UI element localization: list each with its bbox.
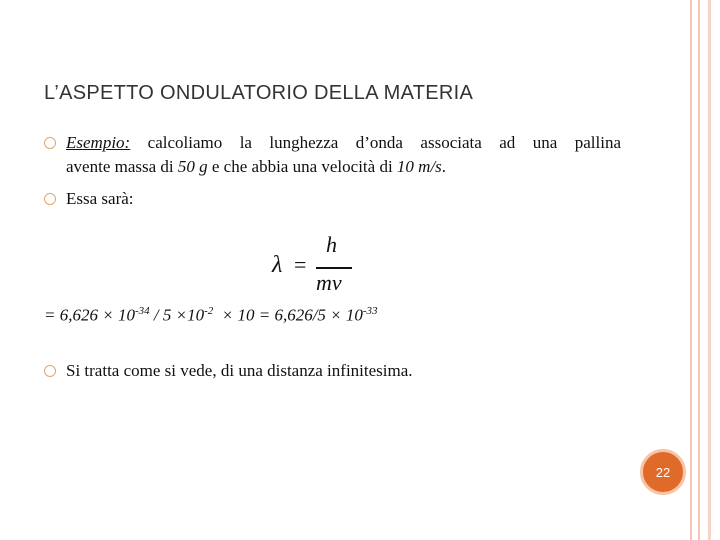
bullet-result-intro: Essa sarà: [66, 189, 134, 208]
example-line2-mid: e che abbia una velocità di [207, 157, 397, 176]
calculation-line [44, 305, 378, 326]
formula-numerator: h [326, 232, 337, 257]
bullet-circle-icon [44, 365, 56, 377]
calc-part1: = 6,626 × 10 [44, 305, 135, 325]
decorative-border-line [698, 0, 700, 540]
calc-part3: × 10 = 6,626/5 × 10 [213, 305, 363, 325]
bullet-conclusion: Si tratta come si vede, di una distanza infinitesima. [66, 361, 413, 380]
formula-denominator: mv [316, 270, 342, 295]
decorative-border-line [690, 0, 692, 540]
calc-exp1: -34 [134, 305, 150, 317]
page-number-badge: 22 [640, 449, 686, 495]
bullet-example [66, 131, 621, 179]
calc-exp3: -33 [362, 305, 378, 317]
bullet-circle-icon [44, 193, 56, 205]
bullet-circle-icon [44, 137, 56, 149]
formula-lambda: λ [272, 252, 283, 278]
example-velocity: 10 m/s [396, 157, 442, 176]
example-line1: calcoliamo la lunghezza d’onda associata ad una pallina [130, 133, 621, 152]
calc-exp2: -2 [204, 305, 214, 317]
slide-title: L’ASPETTO ONDULATORIO DELLA MATERIA [44, 82, 474, 104]
decorative-border-line [708, 0, 711, 540]
example-label: Esempio: [66, 133, 131, 152]
de-broglie-formula [268, 230, 368, 300]
example-line2-end: . [441, 157, 447, 176]
calc-part2: / 5 ×10 [149, 305, 205, 325]
example-mass: 50 g [177, 157, 208, 176]
example-line2-pre: avente massa di [66, 157, 178, 176]
fraction-bar [316, 267, 352, 269]
formula-equals: = [294, 252, 307, 277]
